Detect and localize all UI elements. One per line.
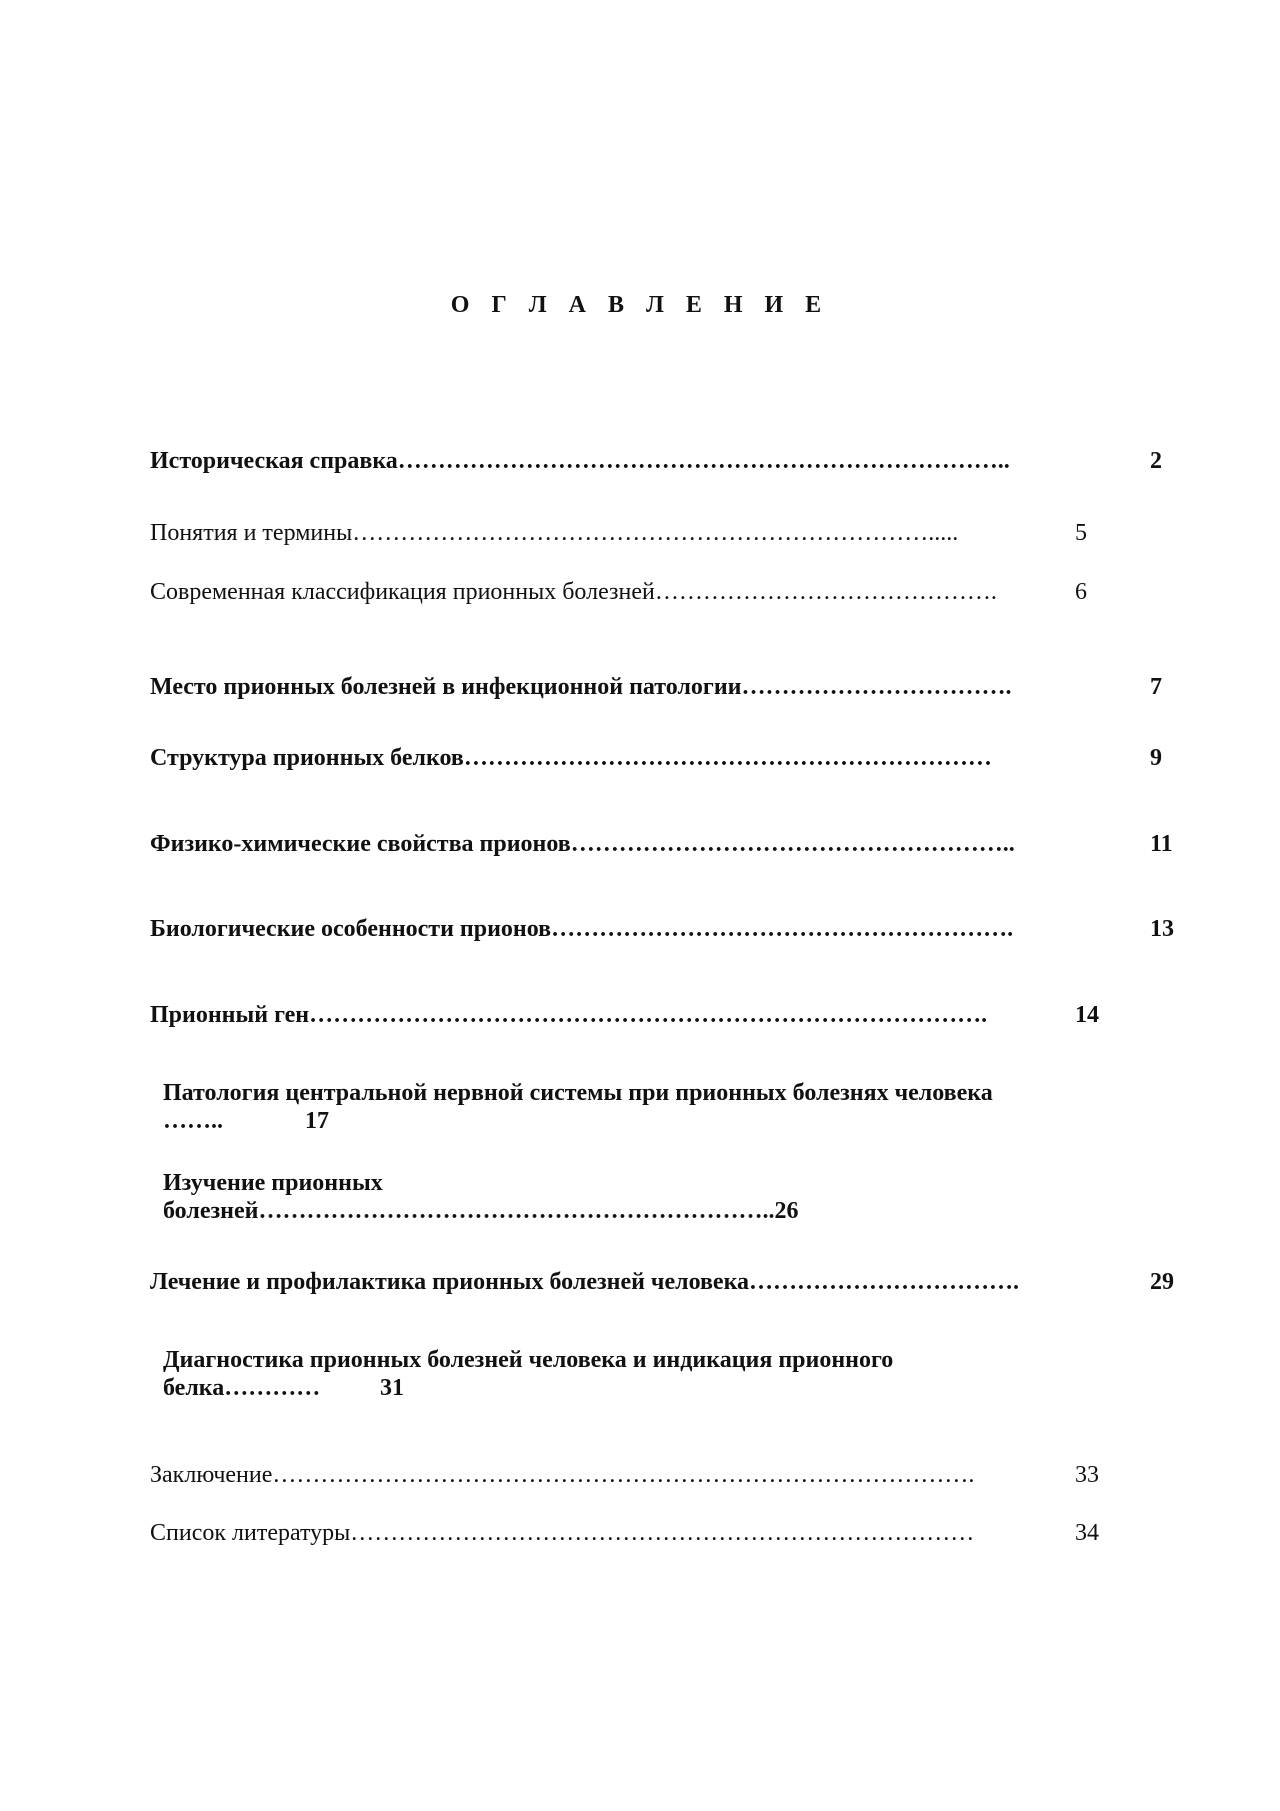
toc-page-number: 6 — [1075, 579, 1087, 605]
toc-page-number: 29 — [1150, 1269, 1174, 1295]
toc-page-number: 11 — [1150, 831, 1173, 857]
toc-page-number: 14 — [1075, 1002, 1099, 1028]
toc-page-number: 31 — [380, 1375, 404, 1401]
toc-page-number: 17 — [305, 1108, 329, 1134]
toc-page-number: 34 — [1075, 1520, 1099, 1546]
toc-entry-treatment: Лечение и профилактика прионных болезней человека……………………………. — [150, 1269, 1020, 1295]
toc-entry-study-line2: болезней………………………………………………………..26 — [163, 1198, 799, 1224]
toc-entry-place: Место прионных болезней в инфекционной патологии……………………………. — [150, 674, 1012, 700]
toc-entry-biology: Биологические особенности прионов…………………………………………………. — [150, 916, 1014, 942]
toc-entry-diagnostics-leader: белка………… — [163, 1375, 321, 1401]
toc-entry-pathology-leader: …….. — [163, 1108, 223, 1134]
toc-entry-classification: Современная классификация прионных болезней……………………………………. — [150, 579, 997, 605]
toc-page-number: 13 — [1150, 916, 1174, 942]
toc-page-number: 2 — [1150, 448, 1162, 474]
toc-entry-study: Изучение прионных — [163, 1170, 383, 1196]
toc-page-number: 7 — [1150, 674, 1162, 700]
toc-entry-gene: Прионный ген…………………………………………………………………………. — [150, 1002, 988, 1028]
toc-page-number: 33 — [1075, 1462, 1099, 1488]
toc-entry-pathology: Патология центральной нервной системы при прионных болезнях человека — [163, 1080, 993, 1106]
toc-entry-properties: Физико-химические свойства прионов……………………………………………….. — [150, 831, 1015, 857]
toc-entry-structure: Структура прионных белков………………………………………………………… — [150, 745, 992, 771]
toc-entry-references: Список литературы…………………………………………………………………… — [150, 1520, 975, 1546]
toc-page-number: 9 — [1150, 745, 1162, 771]
toc-entry-historical: Историческая справка………………………………………………………………….. — [150, 448, 1010, 474]
toc-entry-diagnostics: Диагностика прионных болезней человека и индикация прионного — [163, 1347, 894, 1373]
toc-entry-concepts: Понятия и термины………………………………………………………………..... — [150, 520, 959, 546]
toc-entry-conclusion: Заключение……………………………………………………………………………. — [150, 1462, 975, 1488]
toc-page-number: 5 — [1075, 520, 1087, 546]
page-title: О Г Л А В Л Е Н И Е — [450, 292, 830, 318]
